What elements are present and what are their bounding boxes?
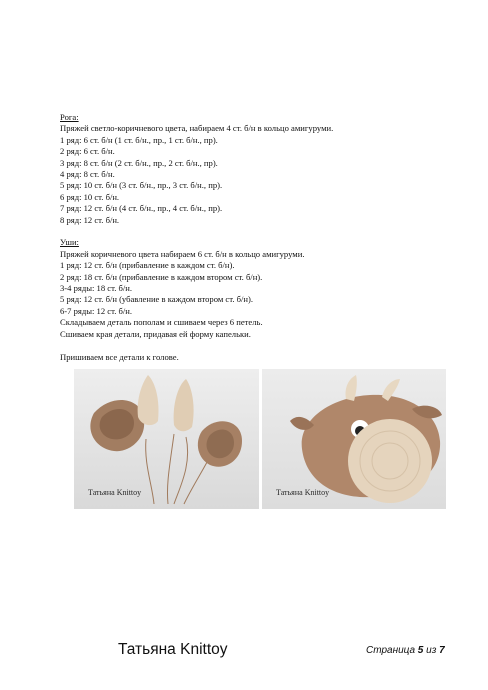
horns-heading: Рога: xyxy=(60,112,79,122)
horns-line: 4 ряд: 8 ст. б/н. xyxy=(60,169,115,180)
ears-line: 3-4 ряды: 18 ст. б/н. xyxy=(60,283,133,294)
pattern-text xyxy=(60,112,440,363)
page-prefix: Страница xyxy=(366,645,418,656)
horns-ears-photo xyxy=(74,369,259,509)
ears-line: Пряжей коричневого цвета набираем 6 ст. б/н в кольцо амигуруми. xyxy=(60,248,305,259)
toy-head-photo xyxy=(262,369,446,509)
ears-line: 5 ряд: 12 ст. б/н (убавление в каждом втором ст. б/н). xyxy=(60,294,253,305)
ears-line: 2 ряд: 18 ст. б/н (прибавление в каждом втором ст. б/н). xyxy=(60,271,263,282)
ears-line: 6-7 ряды: 12 ст. б/н. xyxy=(60,305,133,316)
photo-row xyxy=(74,369,446,509)
page-total: 7 xyxy=(439,645,445,656)
photo-watermark: Татьяна Knittoy xyxy=(276,488,330,497)
ears-line: Сшиваем края детали, придавая ей форму капельки. xyxy=(60,328,251,339)
horns-line: 6 ряд: 10 ст. б/н. xyxy=(60,191,120,202)
ears-line: 1 ряд: 12 ст. б/н (прибавление в каждом ст. б/н). xyxy=(60,260,235,271)
horns-line: 3 ряд: 8 ст. б/н (2 ст. б/н., пр., 2 ст. б/н., пр). xyxy=(60,157,218,168)
horns-line: 7 ряд: 12 ст. б/н (4 ст. б/н., пр., 4 ст. б/н., пр). xyxy=(60,203,223,214)
horns-line: 2 ряд: 6 ст. б/н. xyxy=(60,146,115,157)
page-number xyxy=(366,645,445,656)
ears-line: Складываем деталь пополам и сшиваем через 6 петель. xyxy=(60,317,263,328)
page-sep: из xyxy=(423,645,440,656)
photo-watermark: Татьяна Knittoy xyxy=(88,488,142,497)
final-note: Пришиваем все детали к голове. xyxy=(60,351,179,362)
ears-heading: Уши: xyxy=(60,237,79,248)
page-current: 5 xyxy=(417,645,424,656)
horns-line: Пряжей светло-коричневого цвета, набираем 4 ст. б/н в кольцо амигуруми. xyxy=(60,123,334,134)
horns-line: 1 ряд: 6 ст. б/н (1 ст. б/н., пр., 1 ст. б/н., пр). xyxy=(60,134,218,145)
horns-line: 8 ряд: 12 ст. б/н. xyxy=(60,214,120,225)
footer-brand: Татьяна Knittoy xyxy=(118,641,228,658)
horns-line: 5 ряд: 10 ст. б/н (3 ст. б/н., пр., 3 ст. б/н., пр). xyxy=(60,180,223,191)
